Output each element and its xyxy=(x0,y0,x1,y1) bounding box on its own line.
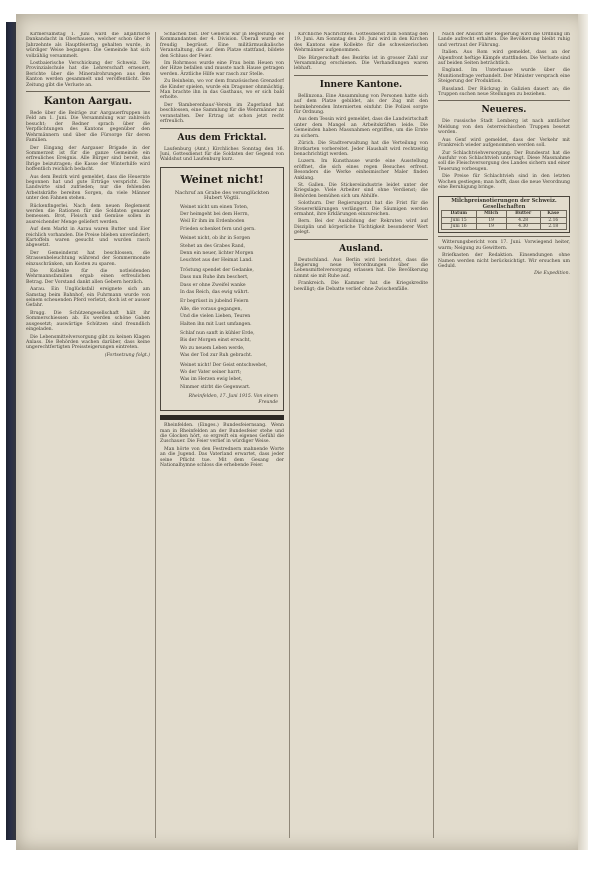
section-heading-fricktal: Aus dem Fricktal. xyxy=(177,132,267,143)
poem-line: Dass er ohne Zweifel wanke xyxy=(180,282,246,288)
page-edge xyxy=(578,14,588,850)
continuation-note: (Fortsetzung folgt.) xyxy=(104,352,150,358)
poem-line: Wo der Vater seiner harrt; xyxy=(180,370,242,376)
paragraph: Rheinfelden. (Einges.) Bundesfeiernsang. Wenn man in Rheinfelden an der Bundesfeier stehe und die Glocken hört, so ergreift ein eigenes Gefühl die Zuschauer. Die Feier verlief in würdiger Weise. xyxy=(160,423,284,445)
paragraph: Witterungsbericht vom 17. Juni. Vorwiegend heiter, warm; Neigung zu Gewittern. xyxy=(438,240,570,251)
column-rule xyxy=(155,32,156,838)
poem-stanza xyxy=(166,363,278,391)
section-heading-neueres: Neueres. xyxy=(481,105,527,116)
paragraph: Nach der Ansicht der Regierung wird die Ordnung im Lande aufrecht erhalten. Die Bevölkerung bleibt ruhig und vertraut der Führung. xyxy=(438,32,570,48)
expedition-signature: Die Expedition. xyxy=(534,271,570,277)
table-cell: 2.16 xyxy=(540,217,566,223)
poem-line: Dass nun Ruhe ihm beschert, xyxy=(180,275,249,281)
black-divider-bar xyxy=(160,415,284,420)
newspaper-page xyxy=(16,14,588,850)
col1-lead xyxy=(26,32,150,88)
table-header: Datum xyxy=(442,211,477,217)
table-cell: 4.30 xyxy=(506,223,540,229)
paragraph: Aus dem Bezirk wird gemeldet, dass die Heuernte begonnen hat und gute Erträge verspricht. Die Landwirte sind zufrieden; nur die fehlenden Arbeitskräfte bereiten Sorgen, da viele Männer unter den Fahnen stehen. xyxy=(26,174,150,202)
paragraph: England. Im Unterhause wurde über die Munitionsfrage verhandelt. Der Minister versprach eine Steigerung der Produktion. xyxy=(438,68,570,85)
table-row xyxy=(442,223,567,229)
poem-line: Frieden schenket fern und gern. xyxy=(180,226,256,232)
column-rule xyxy=(433,32,434,838)
paragraph: Die Lebensmittelversorgung gibt zu keinen Klagen Anlass. Die Behörden wachen darüber, dass keine ungerechtfertigten Preissteigerungen eintreten. xyxy=(26,334,150,351)
poem-line: Was im Herzen ewig lebet, xyxy=(180,377,243,383)
table-header: Milch xyxy=(476,211,506,217)
section-heading-innere-kantone: Innere Kantone. xyxy=(319,79,403,90)
divider xyxy=(294,75,428,76)
poem-line: Weinet nicht! Der Geist entschwebet, xyxy=(180,362,268,368)
table-cell: 4.28 xyxy=(506,217,540,223)
paragraph: Solothurn. Der Regierungsrat hat die Frist für die Steuererklärungen verlängert. Die Säumigen werden ermahnt, ihre Erklärungen einzureichen. xyxy=(294,201,428,217)
market-table-box xyxy=(438,196,570,233)
paragraph: Kirchliche Nachrichten. Gottesdienst zum Sonntag den 19. Juni. Am Sonntag den 20. Juni wird in den Kirchen des Kantons eine Kollekte für die schweizerischen Wehrmänner aufgenommen. xyxy=(294,32,428,54)
poem-line: In das Reich, das ewig währt. xyxy=(180,290,249,295)
poem-line: Weil Er ihm im Erdenboden xyxy=(180,219,245,225)
paragraph: Russland. Der Rückzug in Galizien dauert an; die Truppen suchen neue Stellungen zu beziehen. xyxy=(438,86,570,98)
paragraph: Frankreich. Die Kammer hat die Kriegskredite bewilligt; die Debatte verlief ohne Zwischenfälle. xyxy=(294,281,428,292)
table-cell: Juni 15 xyxy=(442,217,477,223)
paragraph: Italien. Aus Rom wird gemeldet, dass an der Alpenfront heftige Kämpfe stattfinden. Die Verluste sind auf beiden Seiten beträchtlich. xyxy=(438,50,570,67)
paragraph: Schachen fast. Der General war in Begleitung des Kommandanten der 4. Division. Überall wurde er freudig begrüsst. Eine militärmusikalische Veranstaltung, die auf dem Platze stattfand, bildete den Schluss der Feier. xyxy=(160,32,284,59)
column-1 xyxy=(26,32,150,838)
paragraph: Kirmersamstag 1. Juni ward die alljährliche Dankandacht in Oberhausen, welcher schon über 8 Jahrzehnte als Hauptfeiertag gehalten wurde, in würdiger Weise begangen. Die Gemeinde hat sich vollzählig versammelt. xyxy=(26,32,150,59)
paragraph: Bellinzona. Eine Ansammlung von Personen hatte sich auf dem Platze gebildet, als der Zug mit den heimkehrenden Internierten einfuhr. Die Polizei sorgte für Ordnung. xyxy=(294,93,428,116)
poem-title: Weinet nicht! xyxy=(180,172,264,186)
section-heading-aargau: Kanton Aargau. xyxy=(43,96,133,108)
paragraph: Laufenburg (Amt.) Kirchliches Sonntag den 16. Juni, Gottesdienst für die Soldaten der Gegend von Waldshut und Laufenburg kurz. xyxy=(160,146,284,163)
poem-line: Leuchtet aus der Heimat Land. xyxy=(180,258,253,264)
poem-line: Denn ein neuer, lichter Morgen xyxy=(180,250,254,256)
market-table-title: Milchpreisnotierungen der Schweiz. Gesellschaften xyxy=(451,198,557,210)
divider xyxy=(438,236,570,237)
poem-stanza xyxy=(166,236,278,264)
poem-line: Was der Tod zur Ruh gebracht. xyxy=(180,353,253,359)
poem-line: Nimmer stirbt die Gegenwart. xyxy=(180,384,251,390)
paragraph: Die Kollekte für die notleidenden Wehrmannsfamilien ergab einen erfreulichen Betrag. Der Vorstand dankt allen Gebern herzlich. xyxy=(26,269,150,285)
poem-line: Weinet nicht um einen Toten, xyxy=(180,204,249,210)
table-cell: 19 xyxy=(476,217,506,223)
poem-line: Er begrüsst in jubelnd Feiern xyxy=(180,299,249,305)
column-2 xyxy=(160,32,284,838)
poem-line: Stehet an des Grabes Rand, xyxy=(180,243,246,249)
column-rule xyxy=(289,32,290,838)
paragraph: Zürich. Die Stadtverwaltung hat die Verteilung von Brotkarten vorbereitet. Jeder Haushalt wird rechtzeitig benachrichtigt werden. xyxy=(294,141,428,157)
divider xyxy=(26,91,150,92)
paragraph: Man hörte von den Festrednern mahnende Worte an die Jugend. Das Vaterland erwartet, dass jeder seine Pflicht tue. Mit dem Gesang der Nationalhymne schloss die erhebende Feier. xyxy=(160,446,284,468)
poem-stanza xyxy=(166,205,278,233)
paragraph: Luzern. Im Kunsthause wurde eine Ausstellung eröffnet, die sich eines regen Besuches erfreut. Besonders die Werke einheimischer Maler finden Anklang. xyxy=(294,159,428,181)
divider xyxy=(160,128,284,129)
paragraph: Im Rohrmoos wurde eine Frau beim Heuen von der Hitze befallen und musste nach Hause getragen werden. Ärztliche Hilfe war rasch zur Stelle. xyxy=(160,61,284,77)
paragraph: Die Bürgerschaft des Bezirks ist in grosser Zahl zur Versammlung erschienen. Die Verhandlungen waren lebhaft. xyxy=(294,55,428,72)
poem-line: Der heimgeht bei dem Herrn, xyxy=(180,211,250,217)
poem-line: Und die vielen Lieben, Teuren xyxy=(180,314,251,320)
poem-line: Schlaf nun sanft in kühler Erde, xyxy=(180,331,255,337)
paragraph: Zu Beinheim, wo vor dem französischen Grenzdorf die Kinder spielen, wurde ein Dragoner ohnmächtig. Man brachte ihn in das Gasthaus, wo er sich bald erholte. xyxy=(160,79,284,101)
col1-section xyxy=(26,111,150,358)
paragraph: Der Gemeinderat hat beschlossen, die Strassenbeleuchtung während der Sommermonate einzuschränken, um Kosten zu sparen. xyxy=(26,250,150,267)
poem-line: Bis der Morgen einst erwacht, xyxy=(180,338,251,344)
paragraph: Auf dem Markt in Aarau waren Butter und Eier reichlich vorhanden. Die Preise blieben unverändert; Kartoffeln waren gesucht und wurden rasch abgesetzt. xyxy=(26,227,150,249)
table-cell: 2.18 xyxy=(540,223,566,229)
poem-stanza xyxy=(166,331,278,359)
column-4 xyxy=(438,32,570,838)
paragraph: Brugg. Die Schützengesellschaft hält ihr Sommerschiessen ab. Es werden schöne Gaben ausgesetzt; auswärtige Schützen sind freundlich eingeladen. xyxy=(26,310,150,333)
poem-box xyxy=(160,167,284,411)
paragraph: Aus Genf wird gemeldet, dass der Verkehr mit Frankreich wieder aufgenommen werden soll. xyxy=(438,137,570,149)
poem-line: Wo zu neuem Leben werde, xyxy=(180,345,245,351)
paragraph: Zur Schlachtviehversorgung. Der Bundesrat hat die Ausfuhr von Schlachtvieh untersagt. Diese Massnahme soll die Fleischversorgung des Landes sichern und einer Teuerung vorbeugen. xyxy=(438,150,570,172)
table-header: Butter xyxy=(506,211,540,217)
market-table xyxy=(441,210,567,230)
paragraph: Die Preise für Schlachtvieh sind in den letzten Wochen gestiegen; man hofft, dass die neue Verordnung eine Beruhigung bringe. xyxy=(438,174,570,190)
poem-line: Tröstung spendet der Gedanke, xyxy=(180,267,254,273)
paragraph: Der 'Bamberenhaus'-Verein im Zugerland hat beschlossen, eine Sammlung für die Wehrmänner zu veranstalten. Der Ertrag ist schon jetzt recht erfreulich. xyxy=(160,102,284,125)
paragraph: Die russische Stadt Lemberg ist nach amtlicher Meldung von den österreichischen Truppen besetzt worden. xyxy=(438,119,570,136)
poem-line: Halten ihn mit Lust umfangen. xyxy=(180,321,252,327)
poem-stanza xyxy=(166,299,278,327)
poem-subtitle: Nachruf an Grabe des verunglückten Hubert Vögtli. xyxy=(174,189,270,202)
paragraph: Bern. Bei der Ausbildung der Rekruten wird auf Disziplin und körperliche Tüchtigkeit besonderer Wert gelegt. xyxy=(294,219,428,236)
paragraph: Der Eingang der Aargauer Brigade in der Sommerzeit ist für die ganze Gemeinde ein erfreuliches Ereignis. Alle Bürger sind bereit, das Ihrige beizutragen; die Kasse der Winterhilfe wird hoffentlich reichlich bedacht. xyxy=(26,145,150,173)
poem-line: Alle, die voraus gegangen, xyxy=(180,306,242,312)
divider xyxy=(294,239,428,240)
section-heading-ausland: Ausland. xyxy=(339,243,383,254)
table-header: Käse xyxy=(540,211,566,217)
paragraph: Rückenfingerlei. Nach dem neuen Reglement werden die Rationen für die Soldaten genauer bemessen. Brot, Fleisch und Gemüse sollen in ausreichender Menge geliefert werden. xyxy=(26,203,150,225)
divider xyxy=(438,100,570,101)
paragraph: Deutschland. Aus Berlin wird berichtet, dass die Regierung neue Verordnungen über die Lebensmittelversorgung erlassen hat. Die Bevölkerung nimmt sie mit Ruhe auf. xyxy=(294,257,428,279)
poem-line: Weinet nicht, ob ihr in Sorgen xyxy=(180,236,251,242)
paragraph: Aus dem Tessin wird gemeldet, dass die Landwirtschaft unter dem Mangel an Arbeitskräften leide. Die Gemeinden haben Massnahmen ergriffen, um die Ernte zu sichern. xyxy=(294,117,428,139)
paragraph: Briefkasten der Redaktion. Einsendungen ohne Namen werden nicht berücksichtigt. Wir ersuchen um Geduld. xyxy=(438,253,570,269)
paragraph: St. Gallen. Die Stickereiindustrie leidet unter der Kriegslage. Viele Arbeiter sind ohne Verdienst; die Behörden bemühen sich um Abhilfe. xyxy=(294,182,428,199)
poem-stanza xyxy=(166,268,278,296)
table-cell: 19 xyxy=(476,223,506,229)
paragraph: Aarau. Ein Unglücksfall ereignete sich am Samstag beim Bahnhof; ein Fuhrmann wurde von seinem scheuenden Pferd verletzt, doch ist er ausser Gefahr. xyxy=(26,287,150,309)
paragraph: Lostbaierische Verschickung der Schweiz. Die Provinzialschule hat die Lehrerschaft erneuert, Berichte über die Mineralrohrungen aus dem Kanton werden gesammelt und veröffentlicht. Die Zeitung gibt die Verluste an. xyxy=(26,61,150,88)
column-3 xyxy=(294,32,428,838)
paragraph: Rede über die Beiräge zur Aargauerfruppen ins Feld am 1. Juni. Die Versammlung war zahlreich besucht; der Redner sprach über die Verpflichtungen des Kantons gegenüber den Wehrmännern und über die Fürsorge für deren Familien. xyxy=(26,111,150,144)
poem-signature: Rheinfelden, 17. Juni 1915. Von einem Freunde xyxy=(188,394,278,405)
table-cell: Juni 16 xyxy=(442,223,477,229)
